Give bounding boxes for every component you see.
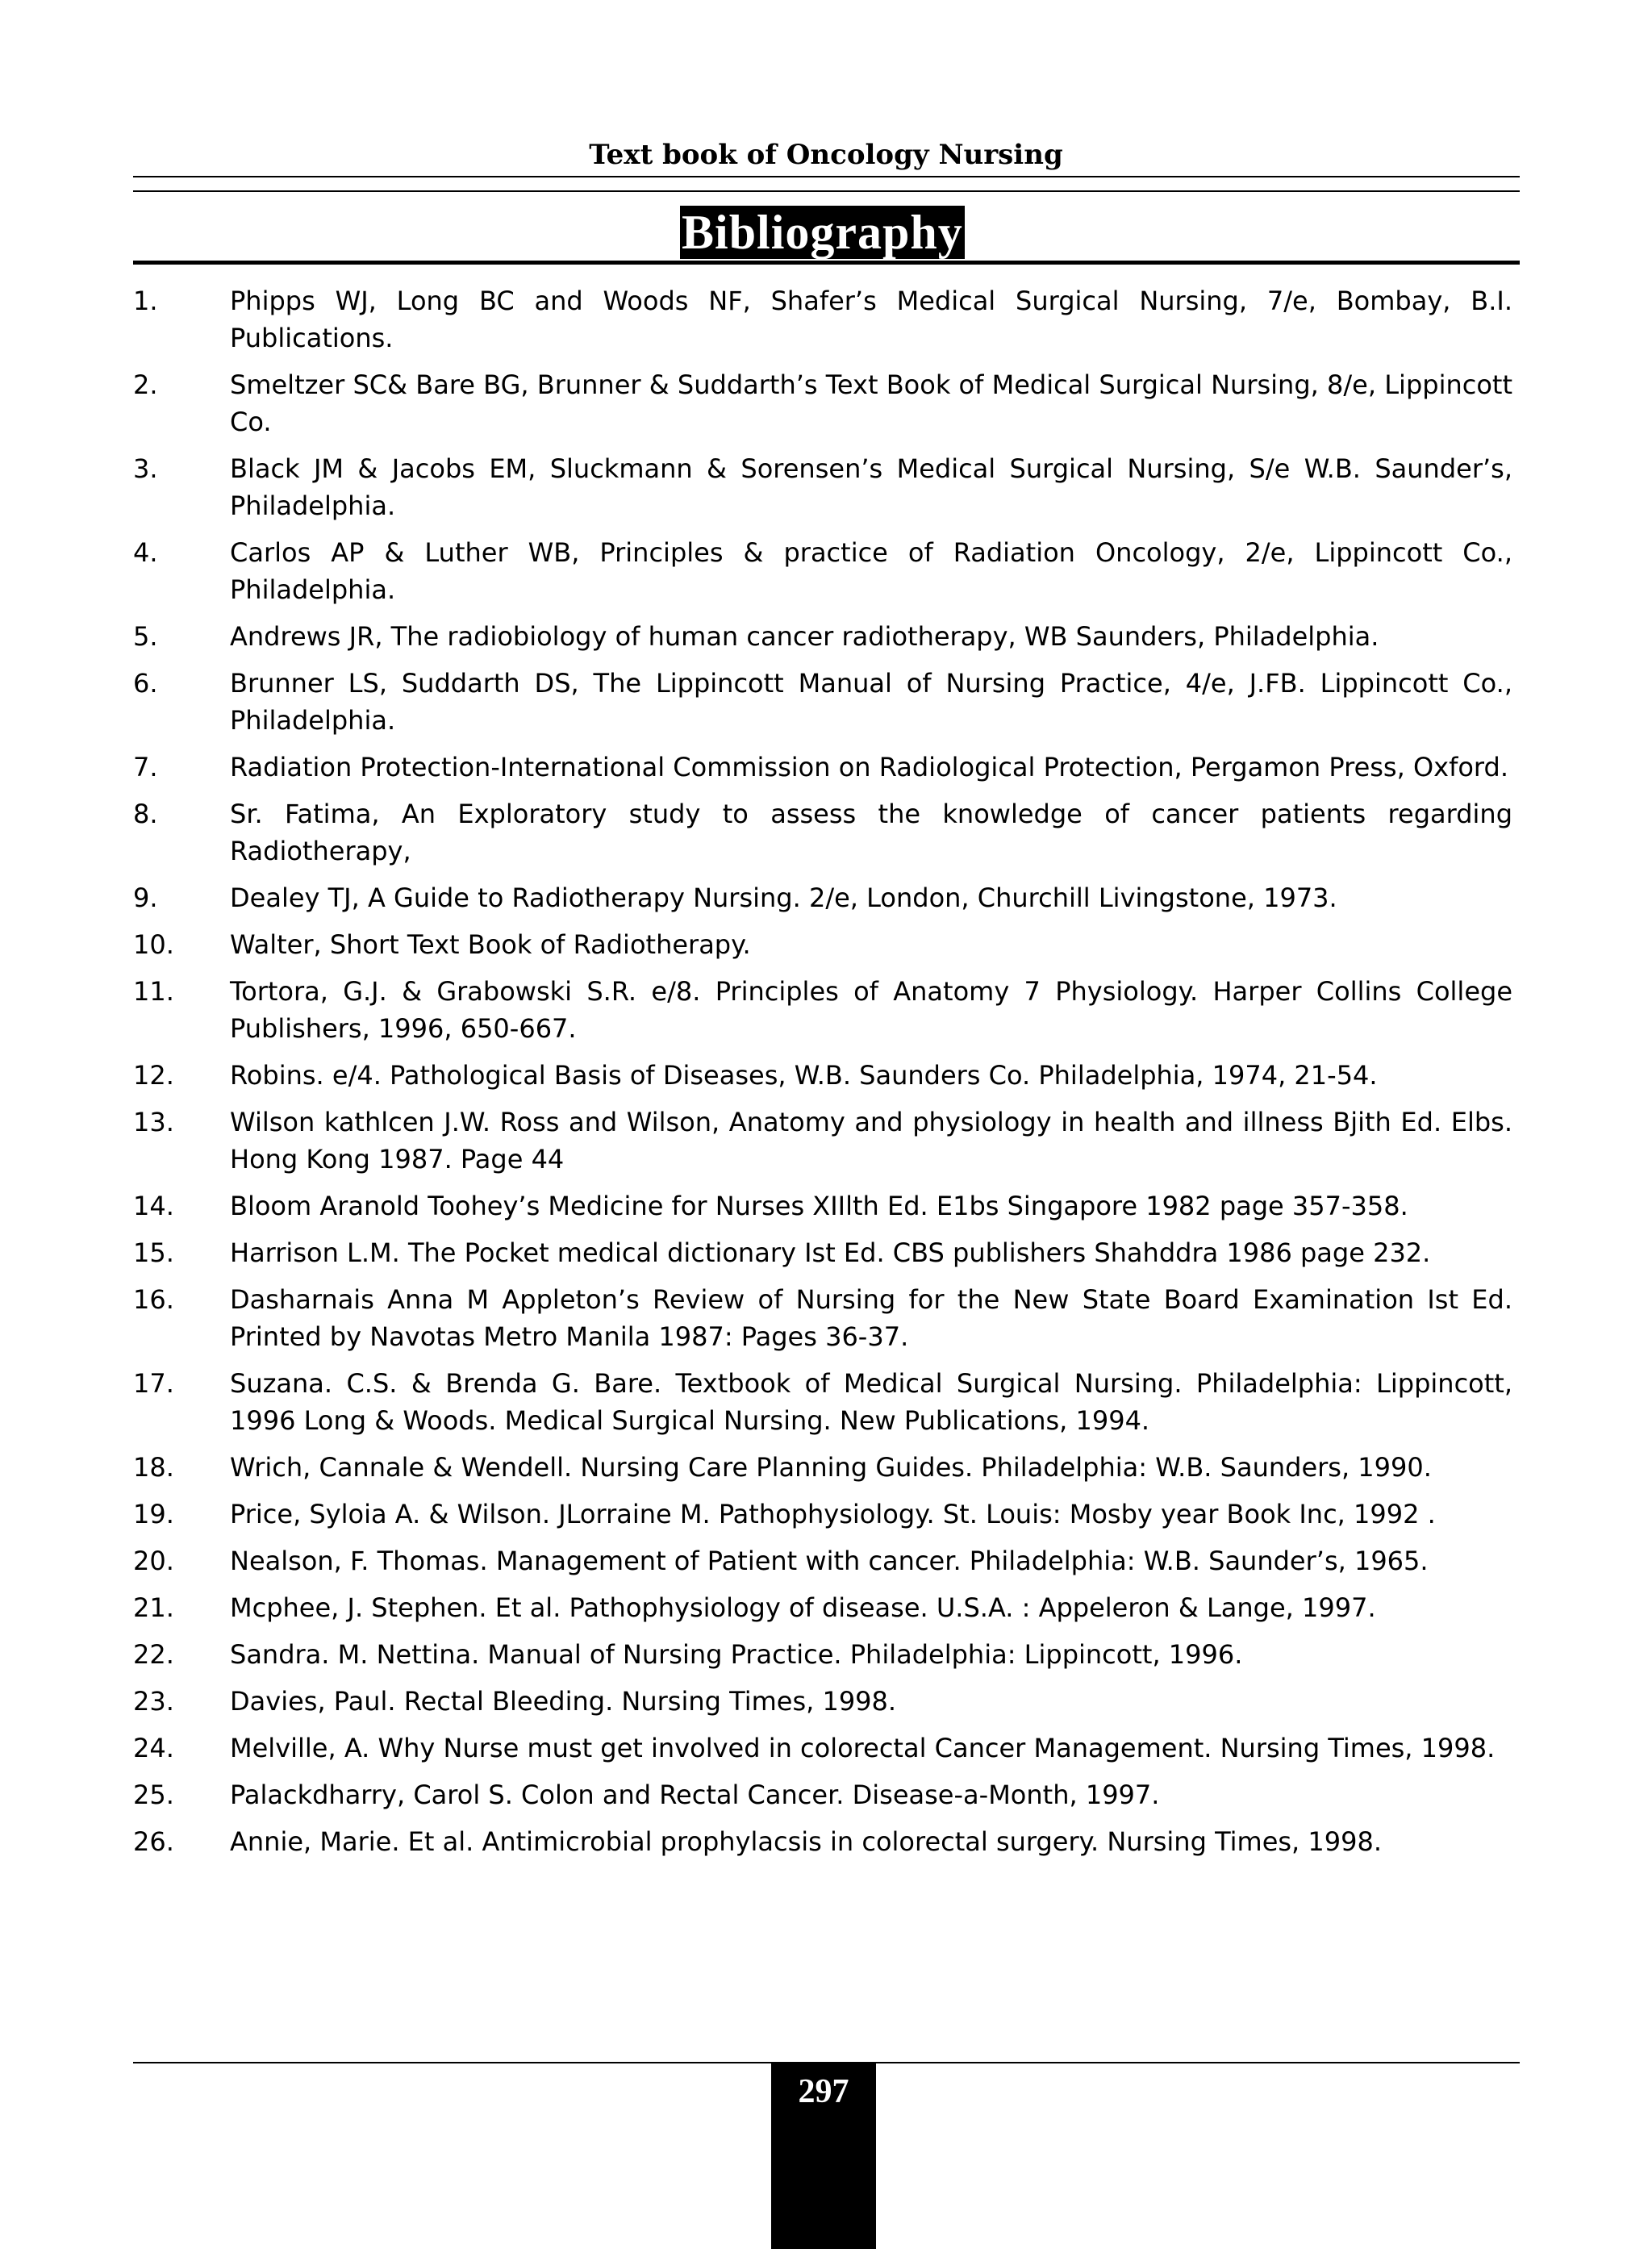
entry-text: Melville, A. Why Nurse must get involved in colorectal Cancer Management. Nursing Times, 1998.: [230, 1733, 1496, 1763]
entry-text: Davies, Paul. Rectal Bleeding. Nursing Times, 1998.: [230, 1686, 897, 1717]
entry-text: Brunner LS, Suddarth DS, The Lippincott Manual of Nursing Practice, 4/e, J.FB. Lippincott Co., Philadelphia.: [230, 668, 1512, 736]
entry-number: 11.: [133, 976, 174, 1007]
entry-number: 10.: [133, 929, 174, 960]
bibliography-entry: [133, 795, 1512, 870]
entry-text: Annie, Marie. Et al. Antimicrobial prophylacsis in colorectal surgery. Nursing Times, 1998.: [230, 1826, 1382, 1857]
entry-number: 15.: [133, 1237, 174, 1268]
entry-text: Nealson, F. Thomas. Management of Patient with cancer. Philadelphia: W.B. Saunder’s, 1965.: [230, 1546, 1429, 1576]
bibliography-entry: [133, 1776, 1512, 1813]
entry-number: 3.: [133, 453, 158, 484]
entry-text: Smeltzer SC& Bare BG, Brunner & Suddarth’s Text Book of Medical Surgical Nursing, 8/e, Lippincott Co.: [230, 369, 1512, 437]
entry-text: Palackdharry, Carol S. Colon and Rectal Cancer. Disease-a-Month, 1997.: [230, 1780, 1160, 1810]
bibliography-entry: [133, 1057, 1512, 1094]
section-title: Bibliography: [682, 206, 963, 259]
entry-text: Suzana. C.S. & Brenda G. Bare. Textbook of Medical Surgical Nursing. Philadelphia: Lippincott, 1996 Long & Woods. Medical Surgical Nursing. New Publications, 1994.: [230, 1368, 1512, 1436]
bibliography-entry: [133, 1365, 1512, 1439]
bibliography-entry: [133, 1730, 1512, 1767]
entry-text: Dealey TJ, A Guide to Radiotherapy Nursing. 2/e, London, Churchill Livingstone, 1973.: [230, 882, 1337, 913]
entry-number: 6.: [133, 668, 158, 699]
bibliography-entry: [133, 1823, 1512, 1860]
bibliography-entry: [133, 1281, 1512, 1355]
entry-text: Carlos AP & Luther WB, Principles & practice of Radiation Oncology, 2/e, Lippincott Co., Philadelphia.: [230, 537, 1512, 605]
bibliography-entry: [133, 926, 1512, 963]
entry-text: Robins. e/4. Pathological Basis of Diseases, W.B. Saunders Co. Philadelphia, 1974, 21-54.: [230, 1060, 1378, 1091]
bibliography-entry: [133, 879, 1512, 916]
bibliography-entry: [133, 1636, 1512, 1673]
entry-number: 7.: [133, 752, 158, 782]
entry-number: 17.: [133, 1368, 174, 1399]
entry-text: Wilson kathlcen J.W. Ross and Wilson, Anatomy and physiology in health and illness Bjith Ed. Elbs. Hong Kong 1987. Page 44: [230, 1107, 1512, 1175]
entry-number: 12.: [133, 1060, 174, 1091]
entry-number: 2.: [133, 369, 158, 400]
entry-text: Andrews JR, The radiobiology of human cancer radiotherapy, WB Saunders, Philadelphia.: [230, 621, 1379, 652]
entry-number: 25.: [133, 1780, 174, 1810]
entry-number: 1.: [133, 286, 158, 316]
bibliography-entry: [133, 1496, 1512, 1533]
entry-number: 20.: [133, 1546, 174, 1576]
section-rule: [133, 261, 1520, 265]
page-number-box: [771, 2062, 876, 2249]
entry-number: 22.: [133, 1639, 174, 1670]
bibliography-list: [133, 282, 1512, 1870]
bibliography-entry: [133, 282, 1512, 357]
entry-text: Dasharnais Anna M Appleton’s Review of Nursing for the New State Board Examination Ist Ed. Printed by Navotas Metro Manila 1987: Pages 36-37.: [230, 1284, 1512, 1352]
entry-text: Phipps WJ, Long BC and Woods NF, Shafer’s Medical Surgical Nursing, 7/e, Bombay, B.I. Publications.: [230, 286, 1512, 353]
entry-text: Sr. Fatima, An Exploratory study to assess the knowledge of cancer patients regarding Radiotherapy,: [230, 799, 1512, 866]
entry-text: Black JM & Jacobs EM, Sluckmann & Sorensen’s Medical Surgical Nursing, S/e W.B. Saunder’s, Philadelphia.: [230, 453, 1512, 521]
entry-number: 9.: [133, 882, 158, 913]
bibliography-entry: [133, 1589, 1512, 1626]
bibliography-entry: [133, 973, 1512, 1047]
entry-number: 19.: [133, 1499, 174, 1529]
header-rule-bottom: [133, 190, 1520, 192]
bibliography-entry: [133, 665, 1512, 739]
header-rule-top: [133, 176, 1520, 177]
entry-number: 4.: [133, 537, 158, 568]
entry-number: 23.: [133, 1686, 174, 1717]
bibliography-entry: [133, 1187, 1512, 1225]
bibliography-entry: [133, 450, 1512, 524]
entry-text: Wrich, Cannale & Wendell. Nursing Care Planning Guides. Philadelphia: W.B. Saunders, 1990.: [230, 1452, 1432, 1483]
bibliography-entry: [133, 1234, 1512, 1271]
bibliography-entry: [133, 534, 1512, 608]
bibliography-entry: [133, 749, 1512, 786]
entry-text: Bloom Aranold Toohey’s Medicine for Nurses XIIlth Ed. E1bs Singapore 1982 page 357-358.: [230, 1191, 1408, 1221]
bibliography-entry: [133, 1104, 1512, 1178]
entry-text: Walter, Short Text Book of Radiotherapy.: [230, 929, 751, 960]
entry-number: 24.: [133, 1733, 174, 1763]
entry-text: Sandra. M. Nettina. Manual of Nursing Practice. Philadelphia: Lippincott, 1996.: [230, 1639, 1243, 1670]
page-number: 297: [798, 2073, 849, 2110]
entry-number: 8.: [133, 799, 158, 829]
entry-number: 16.: [133, 1284, 174, 1315]
bibliography-entry: [133, 1449, 1512, 1486]
bibliography-entry: [133, 1542, 1512, 1579]
entry-text: Tortora, G.J. & Grabowski S.R. e/8. Principles of Anatomy 7 Physiology. Harper Collins College Publishers, 1996, 650-667.: [230, 976, 1512, 1044]
entry-number: 18.: [133, 1452, 174, 1483]
entry-number: 5.: [133, 621, 158, 652]
entry-text: Harrison L.M. The Pocket medical dictionary Ist Ed. CBS publishers Shahddra 1986 page 232.: [230, 1237, 1431, 1268]
bibliography-entry: [133, 366, 1512, 440]
entry-text: Mcphee, J. Stephen. Et al. Pathophysiology of disease. U.S.A. : Appeleron & Lange, 1997.: [230, 1592, 1376, 1623]
entry-number: 13.: [133, 1107, 174, 1137]
entry-text: Price, Syloia A. & Wilson. JLorraine M. Pathophysiology. St. Louis: Mosby year Book Inc, 1992 .: [230, 1499, 1436, 1529]
entry-text: Radiation Protection-International Commission on Radiological Protection, Pergamon Press, Oxford.: [230, 752, 1508, 782]
entry-number: 26.: [133, 1826, 174, 1857]
bibliography-entry: [133, 1683, 1512, 1720]
book-title: Text book of Oncology Nursing: [589, 139, 1063, 171]
bibliography-entry: [133, 618, 1512, 655]
entry-number: 14.: [133, 1191, 174, 1221]
entry-number: 21.: [133, 1592, 174, 1623]
